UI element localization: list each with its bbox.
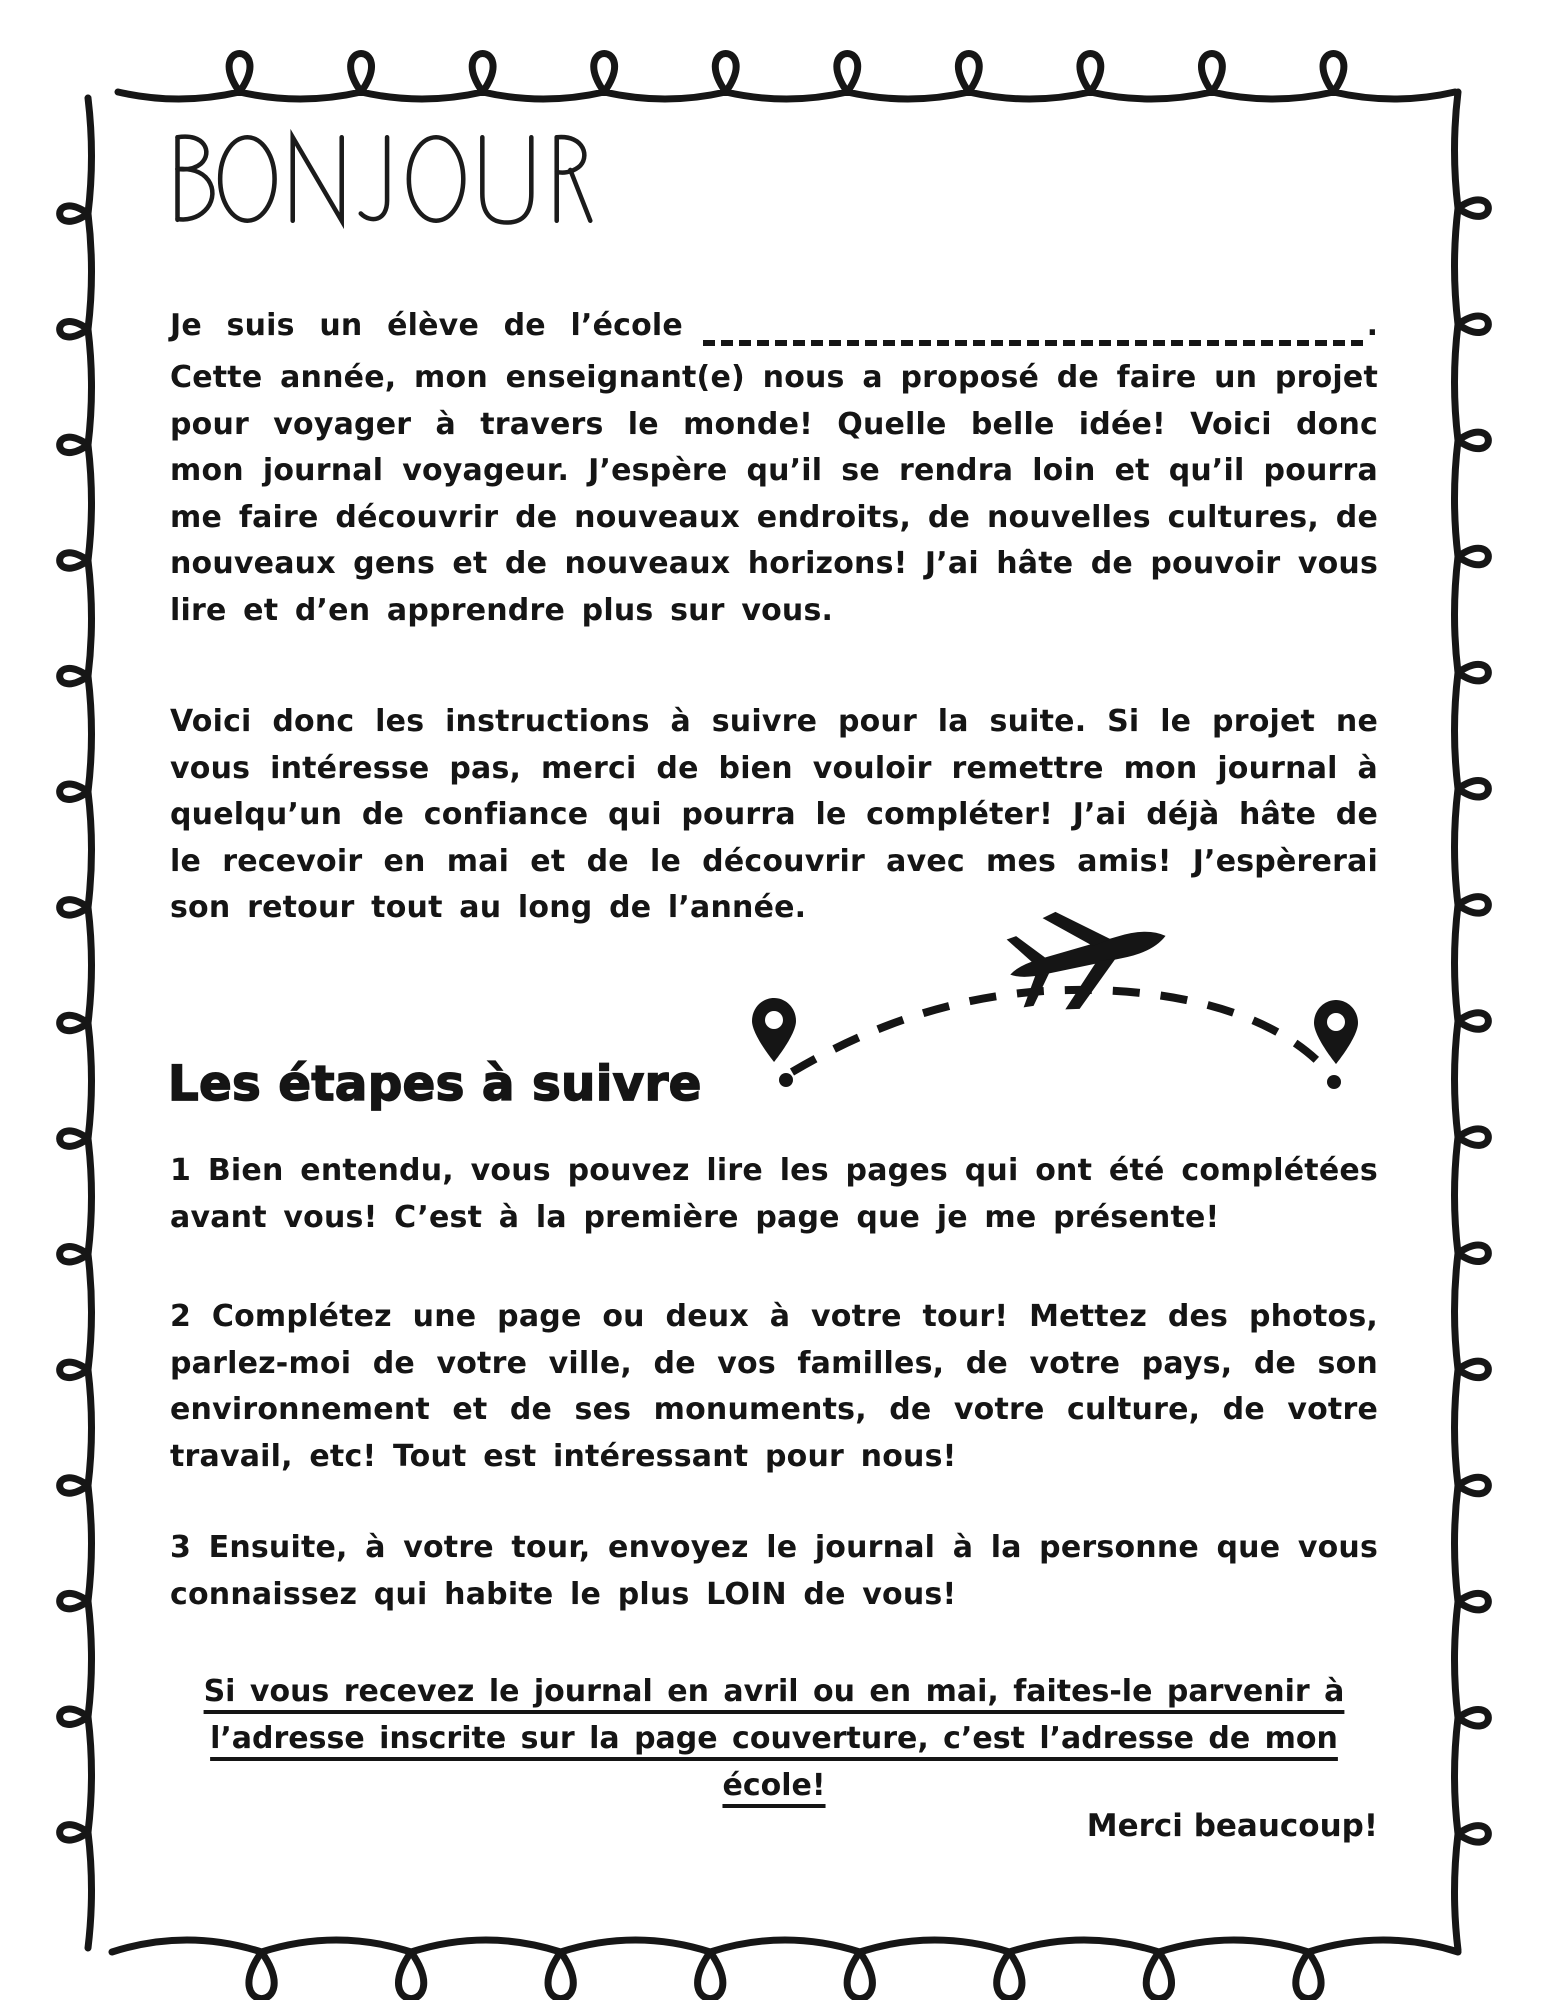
route-start-dot: [779, 1073, 793, 1087]
route-end-dot: [1327, 1075, 1341, 1089]
loop-border-right: [1455, 92, 1489, 1950]
flight-route-dashed-line: [792, 990, 1330, 1074]
page-title: [163, 126, 593, 232]
school-line-text: Je suis un élève de l’école: [170, 308, 683, 343]
step-1: 1 Bien entendu, vous pouvez lire les pages qui ont été complétées avant vous! C’est à la première page que je me présente!: [170, 1153, 1378, 1235]
intro-paragraph: [170, 308, 1378, 634]
forwarding-note-text: Si vous recevez le journal en avril ou en mai, faites-le parvenir à l’adresse inscrite sur la page couverture, c’est l’adresse de mon école!: [203, 1674, 1345, 1803]
loop-border-left: [60, 98, 92, 1948]
school-line-period: .: [1366, 308, 1378, 343]
map-pin-icon: [1314, 1000, 1358, 1064]
loop-border-top: [118, 54, 1455, 99]
loop-border-bottom: [112, 1940, 1458, 1999]
forwarding-note: [200, 1668, 1348, 1809]
map-pin-icon: [752, 998, 796, 1062]
steps-heading: Les étapes à suivre: [168, 1056, 702, 1112]
step-2: 2 Complétez une page ou deux à votre tour! Mettez des photos, parlez-moi de votre ville, de vos familles, de votre pays, de son environnement et de ses monuments, de votre culture, de votre travail, etc! Tout est intéressant pour nous!: [170, 1299, 1378, 1474]
school-name-blank: [703, 340, 1363, 346]
closing-thanks: Merci beaucoup!: [1086, 1808, 1378, 1844]
step-3: 3 Ensuite, à votre tour, envoyez le journal à la personne que vous connaissez qui habite le plus LOIN de vous!: [170, 1530, 1378, 1612]
instructions-paragraph: Voici donc les instructions à suivre pour la suite. Si le projet ne vous intéresse pas, merci de bien vouloir remettre mon journal à quelqu’un de confiance qui pourra le compléter! J’ai déjà hâte de le recevoir en mai et de le découvrir avec mes amis! J’espèrerai son retour tout au long de l’année.: [170, 704, 1378, 925]
intro-body: Cette année, mon enseignant(e) nous a proposé de faire un projet pour voyager à travers le monde! Quelle belle idée! Voici donc mon journal voyageur. J’espère qu’il se rendra loin et qu’il pourra me faire découvrir de nouveaux endroits, de nouvelles cultures, de nouveaux gens et de nouveaux horizons! J’ai hâte de pouvoir vous lire et d’en apprendre plus sur vous.: [170, 360, 1378, 628]
school-line: [170, 308, 1378, 355]
